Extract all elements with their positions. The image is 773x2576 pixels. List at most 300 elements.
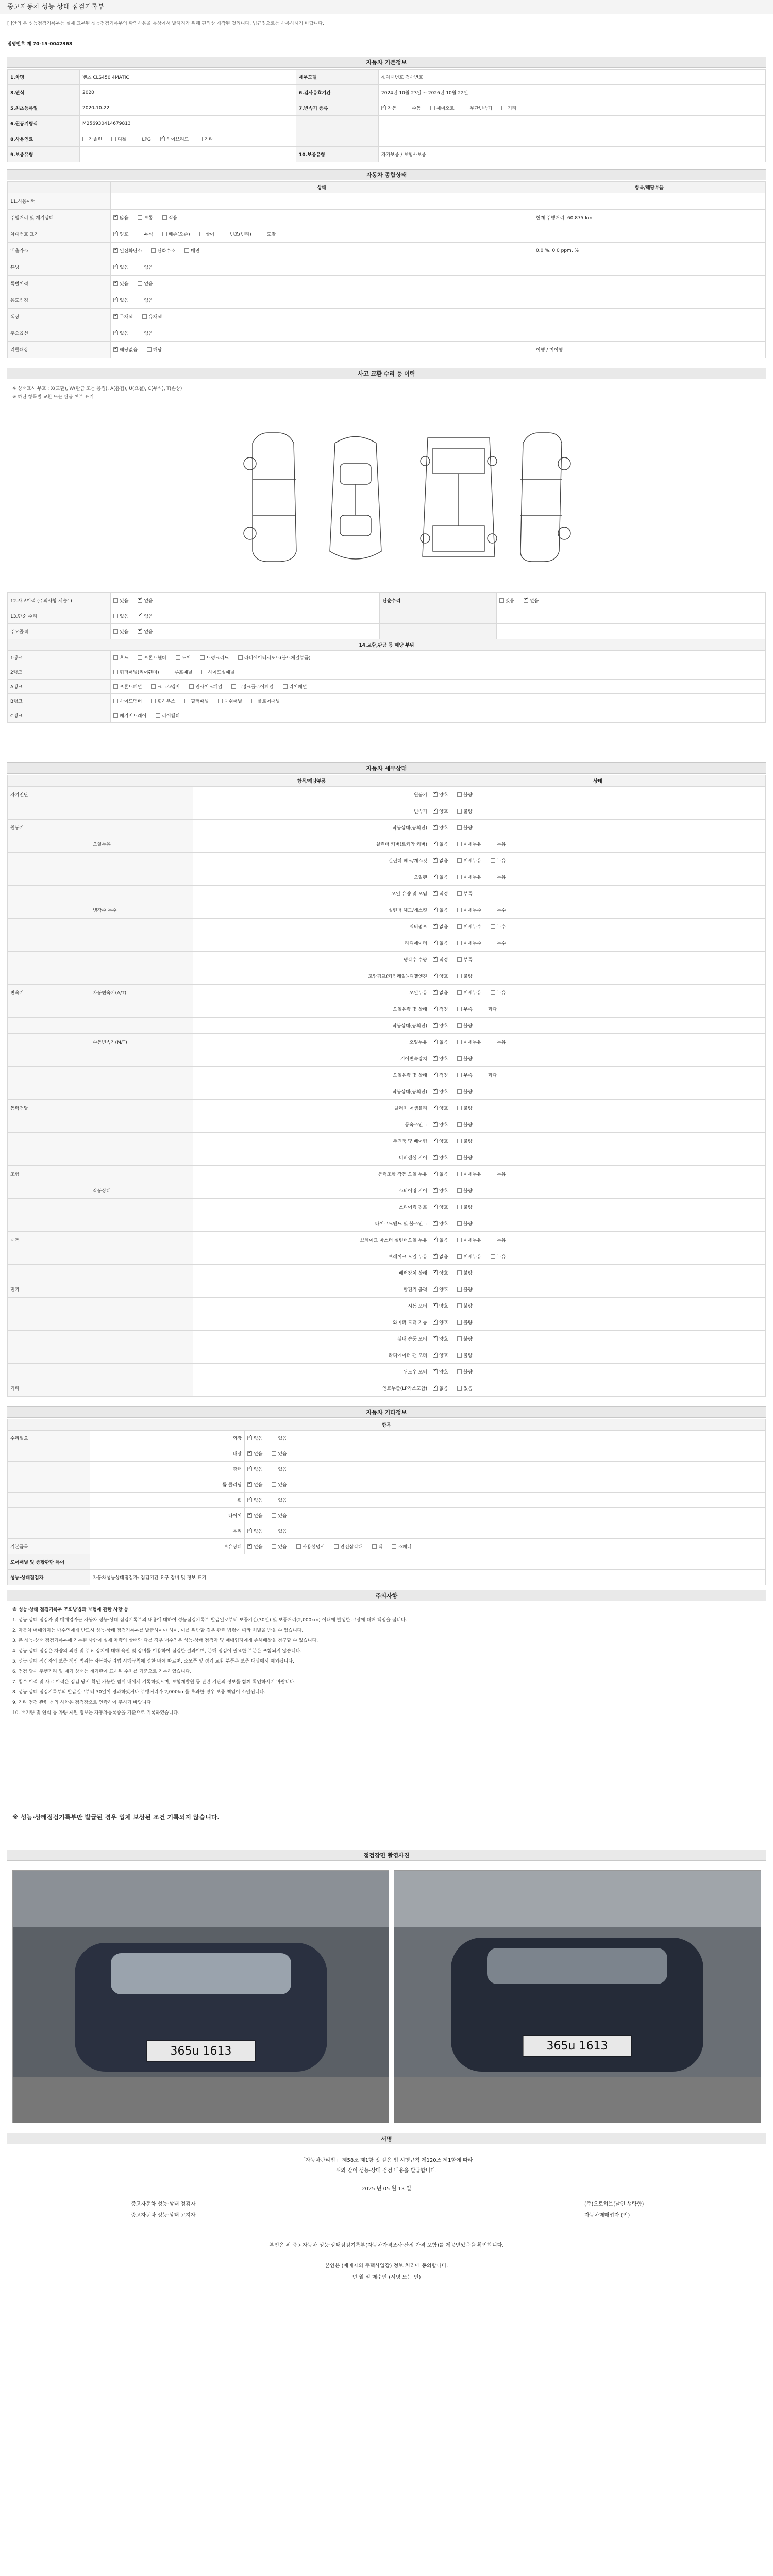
checkbox[interactable] xyxy=(247,1482,252,1487)
checkbox[interactable] xyxy=(433,1221,438,1226)
item-state xyxy=(430,1018,766,1034)
checkbox[interactable] xyxy=(433,1106,438,1110)
checkbox[interactable] xyxy=(113,347,118,352)
parts-header: 14.교환,판금 등 해당 부위 xyxy=(8,639,766,651)
checkbox[interactable] xyxy=(457,792,462,797)
checkbox[interactable] xyxy=(151,699,156,703)
checkbox[interactable] xyxy=(457,1139,462,1143)
option xyxy=(113,214,128,221)
row-options xyxy=(111,309,533,325)
option xyxy=(457,808,472,815)
checkbox[interactable] xyxy=(501,106,506,110)
checkbox[interactable] xyxy=(162,215,167,220)
header-cell: 항목/해당부품 xyxy=(533,182,766,193)
checkbox[interactable] xyxy=(113,699,118,703)
table-row xyxy=(8,787,766,803)
checkbox[interactable] xyxy=(272,1529,276,1533)
checkbox[interactable] xyxy=(392,1544,396,1549)
table-row xyxy=(8,1248,766,1265)
option-label: 불량 xyxy=(463,1189,473,1194)
checkbox[interactable] xyxy=(457,858,462,863)
option-label: 탄화수소 xyxy=(157,249,176,254)
checkbox[interactable] xyxy=(433,1172,438,1176)
row-note: 현재 주행거리: 60,875 km xyxy=(533,210,766,226)
rear-plate-text: 365u 1613 xyxy=(546,2040,608,2053)
checkbox[interactable] xyxy=(433,1270,438,1275)
option xyxy=(457,824,472,831)
checkbox[interactable] xyxy=(491,990,495,995)
checkbox[interactable] xyxy=(433,1369,438,1374)
checkbox[interactable] xyxy=(457,1106,462,1110)
checkbox[interactable] xyxy=(113,265,118,269)
option-label: 있음 xyxy=(278,1483,287,1488)
checkbox[interactable] xyxy=(381,106,386,110)
checkbox[interactable] xyxy=(113,713,118,718)
checkbox[interactable] xyxy=(491,1172,495,1176)
table-row xyxy=(8,1570,766,1585)
checkbox[interactable] xyxy=(433,1205,438,1209)
subgroup-label xyxy=(90,919,193,935)
checkbox[interactable] xyxy=(433,875,438,879)
option xyxy=(433,1055,448,1062)
checkbox[interactable] xyxy=(247,1498,252,1502)
checkbox[interactable] xyxy=(261,232,265,236)
checkbox[interactable] xyxy=(433,1155,438,1160)
option xyxy=(433,989,448,996)
checkbox[interactable] xyxy=(372,1544,377,1549)
checkbox[interactable] xyxy=(247,1436,252,1440)
table-row xyxy=(8,853,766,869)
checkbox[interactable] xyxy=(272,1436,276,1440)
subgroup-label xyxy=(90,1298,193,1314)
checkbox[interactable] xyxy=(113,298,118,302)
table-row xyxy=(8,193,766,210)
checkbox[interactable] xyxy=(113,655,118,660)
option-label: 있음 xyxy=(120,630,129,635)
item-label: 타이로드엔드 및 볼조인트 xyxy=(193,1215,430,1232)
checkbox[interactable] xyxy=(457,1303,462,1308)
field-value xyxy=(80,147,296,162)
header-cell: 항목/해당부품 xyxy=(193,775,430,787)
checkbox[interactable] xyxy=(433,1238,438,1242)
checkbox[interactable] xyxy=(334,1544,339,1549)
subgroup-label xyxy=(90,1100,193,1116)
option xyxy=(433,1072,448,1078)
checkbox[interactable] xyxy=(113,281,118,286)
checkbox[interactable] xyxy=(457,1155,462,1160)
checkbox[interactable] xyxy=(138,614,142,618)
checkbox[interactable] xyxy=(138,655,142,660)
checkbox[interactable] xyxy=(142,314,147,319)
checkbox[interactable] xyxy=(113,670,118,674)
checkbox[interactable] xyxy=(457,1205,462,1209)
checkbox[interactable] xyxy=(138,629,142,634)
item-state xyxy=(430,1050,766,1067)
front-plate-text: 365u 1613 xyxy=(170,2045,232,2058)
checkbox[interactable] xyxy=(457,1320,462,1325)
checkbox[interactable] xyxy=(200,655,205,660)
row-options xyxy=(111,325,533,342)
option xyxy=(238,654,311,661)
checkbox[interactable] xyxy=(457,924,462,929)
table-row xyxy=(8,1554,766,1570)
checkbox[interactable] xyxy=(189,684,194,689)
option-label: 양호 xyxy=(439,1106,448,1111)
item-label: 스티어링 기어 xyxy=(193,1182,430,1199)
option xyxy=(457,1006,472,1012)
subgroup-label xyxy=(90,1001,193,1018)
option-label: 누유 xyxy=(497,1172,506,1177)
checkbox[interactable] xyxy=(433,1023,438,1028)
checkbox[interactable] xyxy=(491,908,495,912)
item-state xyxy=(245,1539,766,1554)
option xyxy=(247,1481,262,1488)
checkbox[interactable] xyxy=(457,941,462,945)
section-other-title: 자동차 기타정보 xyxy=(7,1406,766,1418)
row-options xyxy=(111,593,380,608)
checkbox[interactable] xyxy=(457,1353,462,1358)
checkbox[interactable] xyxy=(482,1073,486,1077)
checkbox[interactable] xyxy=(138,265,142,269)
checkbox[interactable] xyxy=(457,1287,462,1292)
checkbox[interactable] xyxy=(113,684,118,689)
table-row xyxy=(8,259,766,276)
row-label: 주요골격 xyxy=(8,624,111,639)
checkbox[interactable] xyxy=(433,1320,438,1325)
table-row xyxy=(8,1001,766,1018)
checkbox[interactable] xyxy=(176,655,180,660)
checkbox[interactable] xyxy=(113,598,118,603)
checkbox[interactable] xyxy=(113,232,118,236)
checkbox[interactable] xyxy=(491,875,495,879)
checkbox[interactable] xyxy=(433,1056,438,1061)
checkbox[interactable] xyxy=(499,598,504,603)
parts-row xyxy=(8,680,766,694)
checkbox[interactable] xyxy=(457,1270,462,1275)
option-label: 미세누수 xyxy=(463,908,482,913)
checkbox[interactable] xyxy=(433,990,438,995)
checkbox[interactable] xyxy=(433,1287,438,1292)
subgroup-label xyxy=(90,1083,193,1100)
option-label: 양호 xyxy=(439,1353,448,1359)
checkbox[interactable] xyxy=(433,842,438,846)
checkbox[interactable] xyxy=(138,331,142,335)
checkbox[interactable] xyxy=(457,1122,462,1127)
option-label: 해당 xyxy=(153,348,162,353)
checkbox[interactable] xyxy=(457,875,462,879)
option xyxy=(457,1039,481,1045)
checkbox[interactable] xyxy=(433,1007,438,1011)
checkbox[interactable] xyxy=(113,314,118,319)
checkbox[interactable] xyxy=(247,1467,252,1471)
document-number: 점명번호 제 70-15-0042368 xyxy=(7,42,73,47)
checkbox[interactable] xyxy=(247,1544,252,1549)
subgroup-label xyxy=(90,1166,193,1182)
checkbox[interactable] xyxy=(430,106,435,110)
field-label: 7.변속기 종류 xyxy=(296,100,379,116)
checkbox[interactable] xyxy=(457,1238,462,1242)
checkbox[interactable] xyxy=(218,699,223,703)
checkbox[interactable] xyxy=(433,792,438,797)
checkbox[interactable] xyxy=(247,1451,252,1456)
checkbox[interactable] xyxy=(457,1336,462,1341)
option xyxy=(272,1528,287,1534)
option xyxy=(247,1450,262,1457)
checkbox[interactable] xyxy=(272,1513,276,1518)
checkbox[interactable] xyxy=(184,248,189,253)
option-label: 있음 xyxy=(120,265,129,270)
checkbox[interactable] xyxy=(457,908,462,912)
notes-emphasis: ※ 성능·상태점검기록부만 발급된 경우 업체 보상된 조건 기록되지 않습니다. xyxy=(12,1814,220,1821)
checkbox[interactable] xyxy=(457,809,462,814)
option-label: 해당없음 xyxy=(120,348,138,353)
table-row xyxy=(8,325,766,342)
checkbox[interactable] xyxy=(238,655,243,660)
row-note: 단순수리 xyxy=(380,593,496,608)
table-row xyxy=(8,836,766,853)
option-label: 필러패널 xyxy=(191,699,209,704)
notes-line: 1. 성능·상태 점검자 및 매매업자는 자동차 성능·상태 점검기록부의 내용에 대하여 성능점검기록부 발급일로부터 보증기간(30일) 및 보증거리(2,000km) 이내에 발생한 고장에 대해 책임을 집니다. xyxy=(12,1618,407,1623)
option-label: 상이 xyxy=(205,232,214,238)
checkbox[interactable] xyxy=(433,1386,438,1391)
checkbox[interactable] xyxy=(198,137,203,141)
notes-line: 6. 점검 당시 주행거리 및 계기 상태는 계기판에 표시된 수치를 기준으로 기록하였습니다. xyxy=(12,1669,192,1674)
checkbox[interactable] xyxy=(433,941,438,945)
notes-line: 5. 성능·상태 점검자의 보증 책임 범위는 자동차관리법 시행규칙에 정한 바에 따르며, 소모품 및 정기 교환 부품은 보증 대상에서 제외됩니다. xyxy=(12,1659,294,1664)
checkbox[interactable] xyxy=(457,1073,462,1077)
item-state xyxy=(430,1265,766,1281)
row-note-options xyxy=(496,608,765,624)
checkbox[interactable] xyxy=(272,1451,276,1456)
option xyxy=(433,1253,448,1260)
option xyxy=(113,613,128,619)
checkbox[interactable] xyxy=(433,908,438,912)
section-overall-title: 자동차 종합상태 xyxy=(7,169,766,180)
subgroup-label xyxy=(90,1380,193,1397)
checkbox[interactable] xyxy=(169,670,173,674)
checkbox[interactable] xyxy=(482,1007,486,1011)
checkbox[interactable] xyxy=(457,1172,462,1176)
checkbox[interactable] xyxy=(457,1221,462,1226)
checkbox[interactable] xyxy=(433,1254,438,1259)
option-label: 양호 xyxy=(439,1337,448,1342)
option xyxy=(113,654,128,661)
checkbox[interactable] xyxy=(457,1188,462,1193)
checkbox[interactable] xyxy=(113,614,118,618)
option xyxy=(433,1121,448,1128)
item-label: 라디에이터 팬 모터 xyxy=(193,1347,430,1364)
option xyxy=(142,313,162,320)
option-label: 양호 xyxy=(439,1057,448,1062)
checkbox[interactable] xyxy=(524,598,528,603)
sign-statement-2: 위와 같이 성능·상태 점검 내용을 발급합니다. xyxy=(335,2168,438,2174)
option-label: 리어휀더 xyxy=(162,714,180,719)
option-label: 미세누수 xyxy=(463,941,482,946)
checkbox[interactable] xyxy=(491,842,495,846)
checkbox[interactable] xyxy=(457,1386,462,1391)
checkbox[interactable] xyxy=(491,924,495,929)
item-state xyxy=(430,1083,766,1100)
row-label: 색상 xyxy=(8,309,111,325)
checkbox[interactable] xyxy=(457,1023,462,1028)
checkbox[interactable] xyxy=(113,248,118,253)
table-row xyxy=(8,292,766,309)
checkbox[interactable] xyxy=(406,106,410,110)
checkbox[interactable] xyxy=(138,598,142,603)
parts-items xyxy=(111,694,766,708)
item-state xyxy=(245,1431,766,1446)
checkbox[interactable] xyxy=(491,1254,495,1259)
checkbox[interactable] xyxy=(160,137,165,141)
group-label: 기본품목 xyxy=(8,1539,90,1554)
item-state xyxy=(430,1248,766,1265)
table-row xyxy=(8,803,766,820)
parts-items xyxy=(111,680,766,694)
option xyxy=(138,214,153,221)
checkbox[interactable] xyxy=(151,248,156,253)
option-label: 양호 xyxy=(439,1123,448,1128)
option xyxy=(433,1236,448,1243)
checkbox[interactable] xyxy=(283,684,288,689)
checkbox[interactable] xyxy=(433,1336,438,1341)
checkbox[interactable] xyxy=(111,137,116,141)
option-label: 부식 xyxy=(144,232,153,238)
checkbox[interactable] xyxy=(433,1122,438,1127)
checkbox[interactable] xyxy=(491,858,495,863)
option xyxy=(176,654,191,661)
option-label: 없음 xyxy=(254,1483,263,1488)
checkbox[interactable] xyxy=(491,1238,495,1242)
option-label: 없음 xyxy=(254,1467,263,1472)
table-row xyxy=(8,935,766,952)
checkbox[interactable] xyxy=(251,699,256,703)
checkbox[interactable] xyxy=(296,1544,301,1549)
option-label: 적정 xyxy=(439,1073,448,1078)
checkbox[interactable] xyxy=(457,1056,462,1061)
checkbox[interactable] xyxy=(151,684,156,689)
checkbox[interactable] xyxy=(457,957,462,962)
option-label: 누수 xyxy=(497,908,506,913)
checkbox[interactable] xyxy=(457,974,462,978)
checkbox[interactable] xyxy=(457,1254,462,1259)
option xyxy=(457,1269,472,1276)
option-label: 양호 xyxy=(439,1222,448,1227)
checkbox[interactable] xyxy=(457,990,462,995)
checkbox[interactable] xyxy=(457,1369,462,1374)
table-row xyxy=(8,1100,766,1116)
table-row xyxy=(8,116,766,131)
option-label: 누유 xyxy=(497,859,506,864)
checkbox[interactable] xyxy=(433,809,438,814)
detail-status-table xyxy=(7,775,766,1397)
checkbox[interactable] xyxy=(231,684,236,689)
checkbox[interactable] xyxy=(433,1089,438,1094)
checkbox[interactable] xyxy=(491,1040,495,1044)
option-label: 양호 xyxy=(439,1320,448,1326)
checkbox[interactable] xyxy=(113,331,118,335)
checkbox[interactable] xyxy=(272,1544,276,1549)
checkbox[interactable] xyxy=(138,215,142,220)
checkbox[interactable] xyxy=(433,891,438,896)
field-label: 5.최초등록일 xyxy=(8,100,80,116)
checkbox[interactable] xyxy=(247,1529,252,1533)
checkbox[interactable] xyxy=(138,281,142,286)
item-label: 오일누유 xyxy=(193,985,430,1001)
checkbox[interactable] xyxy=(457,891,462,896)
checkbox[interactable] xyxy=(433,1073,438,1077)
checkbox[interactable] xyxy=(138,232,142,236)
checkbox[interactable] xyxy=(201,670,206,674)
checkbox[interactable] xyxy=(199,232,204,236)
checkbox[interactable] xyxy=(433,1353,438,1358)
item-state xyxy=(430,1001,766,1018)
option xyxy=(433,890,448,897)
checkbox[interactable] xyxy=(457,1007,462,1011)
checkbox[interactable] xyxy=(113,215,118,220)
option-label: 누유 xyxy=(497,875,506,880)
option xyxy=(433,1204,448,1210)
checkbox[interactable] xyxy=(433,974,438,978)
item-state xyxy=(430,1182,766,1199)
checkbox[interactable] xyxy=(138,298,142,302)
checkbox[interactable] xyxy=(433,1188,438,1193)
option xyxy=(457,1105,472,1111)
checkbox[interactable] xyxy=(491,941,495,945)
option xyxy=(457,1220,472,1227)
option xyxy=(433,1039,448,1045)
checkbox[interactable] xyxy=(433,1040,438,1044)
checkbox[interactable] xyxy=(162,232,167,236)
option-label: 불량 xyxy=(463,1156,473,1161)
checkbox[interactable] xyxy=(433,1303,438,1308)
checkbox[interactable] xyxy=(136,137,140,141)
checkbox[interactable] xyxy=(272,1498,276,1502)
checkbox[interactable] xyxy=(464,106,468,110)
option-label: 수동 xyxy=(412,106,421,111)
checkbox[interactable] xyxy=(247,1513,252,1518)
table-row xyxy=(8,1493,766,1508)
option-label: 없음 xyxy=(439,875,448,880)
checkbox[interactable] xyxy=(156,713,160,718)
checkbox[interactable] xyxy=(433,858,438,863)
checkbox[interactable] xyxy=(224,232,228,236)
checkbox[interactable] xyxy=(433,1139,438,1143)
option-label: 적정 xyxy=(439,892,448,897)
option xyxy=(491,923,506,930)
checkbox[interactable] xyxy=(433,825,438,830)
checkbox[interactable] xyxy=(457,825,462,830)
item-label: 오일누유 xyxy=(193,1034,430,1050)
item-label: 스티어링 펌프 xyxy=(193,1199,430,1215)
checkbox[interactable] xyxy=(457,1040,462,1044)
checkbox[interactable] xyxy=(147,347,152,352)
checkbox[interactable] xyxy=(457,1089,462,1094)
group-label xyxy=(8,1462,90,1477)
field-value: 2020 xyxy=(80,85,296,100)
subgroup-label xyxy=(90,820,193,836)
option-label: 양호 xyxy=(439,1090,448,1095)
checkbox[interactable] xyxy=(457,842,462,846)
item-label: 등속조인트 xyxy=(193,1116,430,1133)
checkbox[interactable] xyxy=(184,699,189,703)
checkbox[interactable] xyxy=(272,1482,276,1487)
checkbox[interactable] xyxy=(272,1467,276,1471)
checkbox[interactable] xyxy=(113,629,118,634)
checkbox[interactable] xyxy=(433,924,438,929)
checkbox[interactable] xyxy=(433,957,438,962)
item-label: 냉각수 수량 xyxy=(193,952,430,968)
checkbox[interactable] xyxy=(82,137,87,141)
